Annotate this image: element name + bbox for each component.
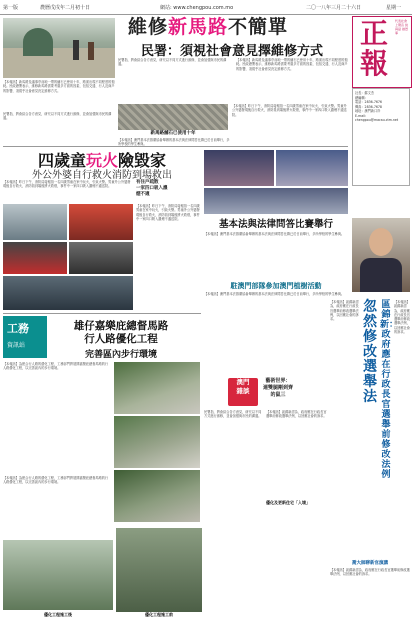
caption-before: 優化工程施工前 [145, 612, 173, 617]
newspaper-logo: 正報 [359, 17, 388, 80]
divider [3, 146, 348, 147]
headline-contest: 基本法與法律問答比賽舉行 [218, 219, 333, 230]
sidewalk-photo-1 [114, 362, 200, 414]
works-subtitle: 資訊站 [7, 342, 26, 349]
headline-fire: 四歲童玩火險毀家 [37, 151, 167, 170]
sidewalk-photo-3 [114, 470, 200, 522]
repair-article-1: 【本報訊】新馬路及議事亭前地一帶的舖石已使用十年，路面出現不同程度的損耗。民政總署表示，維修新馬路需要考慮多方面的因素，包括交通、行人及商戶的影響，須視乎社會意見決定維修方式。 [3, 80, 115, 93]
info-line: E-mail: chengpou@macau.ctm.net [355, 113, 399, 122]
headline-sidewalk-line2: 行人路優化工程 [84, 333, 158, 345]
caption-after: 優化工程施工後 [44, 612, 72, 617]
website: 網站: www.chengpou.com.mo [160, 5, 234, 11]
info-line: 總編輯： [355, 95, 368, 100]
macau-column-badge [228, 378, 258, 406]
fire-photo-2 [69, 204, 133, 240]
title-line: 的鼠三 [270, 392, 286, 398]
sidewalk-article: 【本報訊】為配合行人路的優化工程，工務部門將展開嘉樂庇總督馬路的行人路優化工程，以完善區內的步行環境。 [3, 362, 109, 371]
caption-small-2: 喬大師聊新官演講 [352, 561, 388, 566]
contest-photo-2 [276, 150, 348, 186]
badge-line: 澳門 [236, 378, 250, 386]
masthead [352, 16, 412, 88]
info-line: 地址：澳門新口岸 [355, 109, 381, 113]
bottom-photo-after [3, 540, 113, 610]
date: 二〇一八年三月二十六日 [306, 5, 362, 11]
art-column-title [258, 378, 298, 406]
title-line: 連雙腿剛到齊 [262, 385, 293, 391]
fire-article: 【本報訊】昨日下午，消防局接報指一名四歲男童在家中玩火，引致火警。男童外公外婆發現後自行救火，消防員到場後將火救熄，事件中一家四口吸入濃煙不適送院。 [3, 180, 131, 189]
fire-article-2: 【本報訊】昨日下午，消防局接報指一名四歲男童在家中玩火，引致火警。男童外公外婆發現後自行救火，消防員到場後將火救熄，事件中一家四口吸入濃煙不適送院。 [136, 204, 200, 221]
street-photo [3, 18, 115, 78]
divider [3, 313, 201, 314]
fire-photo-3 [3, 242, 67, 274]
side-label-line: 煙不適 [136, 192, 150, 197]
contest-photo-3 [204, 188, 348, 214]
repair-article-4: 民署指，將會綜合各方意見，研究以不同方式進行維修，並會加強與市民的溝通。 [3, 112, 112, 121]
sidewalk-article-2: 【本報訊】為配合行人路的優化工程，工務部門將展開嘉樂庇總督馬路的行人路優化工程，以完善區內的步行環境。 [3, 476, 109, 485]
tree-article: 【本報訊】澳門基本法推廣協會舉辦的基本法與法律問答比賽已於日前舉行，多所學校的學生參與。 [204, 292, 345, 296]
works-info-box [3, 316, 47, 358]
side-label-line: 一家四口吸入濃 [136, 186, 168, 191]
section-label: 第一版 [3, 5, 19, 11]
cobblestone-caption: 新馬路舖石已使用十年 [150, 131, 196, 136]
bottom-photo-before [116, 528, 202, 612]
badge-line: 雜談 [236, 387, 250, 395]
fire-photo-1 [3, 204, 67, 240]
repair-article-2: 民署指，將會綜合各方意見，研究以不同方式進行維修，並會加強與市民的溝通。 [118, 58, 227, 67]
headline-repair: 維修新馬路不簡單 [127, 16, 289, 38]
repair-article-5: 【本報訊】澳門基本法推廣協會舉辦的基本法與法律問答比賽已於日前舉行，多所學校的學生參與。 [118, 138, 230, 146]
lunar-date: 農曆戊戌年二月初十日 [40, 5, 91, 11]
top-bar [0, 0, 412, 15]
contest-article: 【本報訊】澳門基本法推廣協會舉辦的基本法與法律問答比賽已於日前舉行，多所學校的學生參與。 [204, 232, 345, 236]
column-article-2: 【本報訊】區錦新認為，政府應在行政長官選舉前修改選舉法例，以回應社會的訴求。 [266, 410, 327, 419]
cobblestone-photo [118, 104, 228, 130]
headline-sidewalk [46, 320, 196, 346]
repair-article-6: 【本報訊】昨日下午，消防局接報指一名四歲男童在家中玩火，引致火警。男童外公外婆發現後自行救火，消防員到場後將火救熄，事件中一家四口吸入濃煙不適送院。 [232, 104, 347, 117]
sidewalk-photo-2 [114, 416, 200, 468]
column-article-1: 民署指，將會綜合各方意見，研究以不同方式進行維修，並會加強與市民的溝通。 [204, 410, 262, 419]
info-line: 社長：蘇文杰 [355, 91, 375, 95]
info-line: 電話：2836-7676 [355, 100, 382, 104]
headline-tree-planting: 駐澳門部隊參加澳門植樹活動 [230, 282, 322, 290]
vertical-headline-main: 忽然修改選舉法 [363, 299, 377, 405]
election-article: 【本報訊】區錦新認為，政府應在行政長官選舉前修改選舉法例，以回應社會的訴求。 [330, 300, 359, 322]
masthead-slogan: 代表社會上聲音 說真話 做實事 [395, 19, 408, 35]
election-article-2: 【本報訊】區錦新認為，政府應在行政長官選舉前修改選舉法例，以回應社會的訴求。 [394, 300, 410, 335]
contest-photo-1 [204, 150, 274, 186]
info-line: 傳真：2836-7678 [355, 104, 382, 109]
caption-small-1: 優化及更新住宅「入境」 [266, 500, 310, 505]
bottom-right-article: 【本報訊】區錦新認為，政府應在行政長官選舉前修改選舉法例，以回應社會的訴求。 [330, 568, 410, 577]
headline-fire-sub: 外公外婆自行救火消防到場救出 [32, 170, 172, 181]
headline-sidewalk-sub: 完善區內步行環境 [84, 350, 157, 360]
vertical-headline-small: 區錦新：政府應在行政長官選舉前修改法例 [380, 300, 399, 480]
title-line: 藝術世界： [265, 378, 291, 384]
fire-photo-5 [3, 276, 133, 310]
fire-side-label [136, 180, 198, 198]
fire-photo-4 [69, 242, 133, 274]
works-title: 工務 [7, 322, 29, 335]
repair-article-3: 【本報訊】新馬路及議事亭前地一帶的舖石已使用十年，路面出現不同程度的損耗。民政總署表示，維修新馬路需要考慮多方面的因素，包括交通、行人及商戶的影響，須視乎社會意見決定維修方式。 [236, 58, 348, 71]
publisher-info [352, 88, 410, 186]
side-label-line: 有住戶疏散 [136, 180, 159, 185]
weekday: 星期一 [386, 5, 402, 11]
headline-repair-sub: 民署：須視社會意見擇維修方式 [140, 44, 323, 59]
portrait-photo [352, 218, 410, 292]
headline-sidewalk-line1: 雄仔嘉樂庇總督馬路 [73, 320, 169, 332]
